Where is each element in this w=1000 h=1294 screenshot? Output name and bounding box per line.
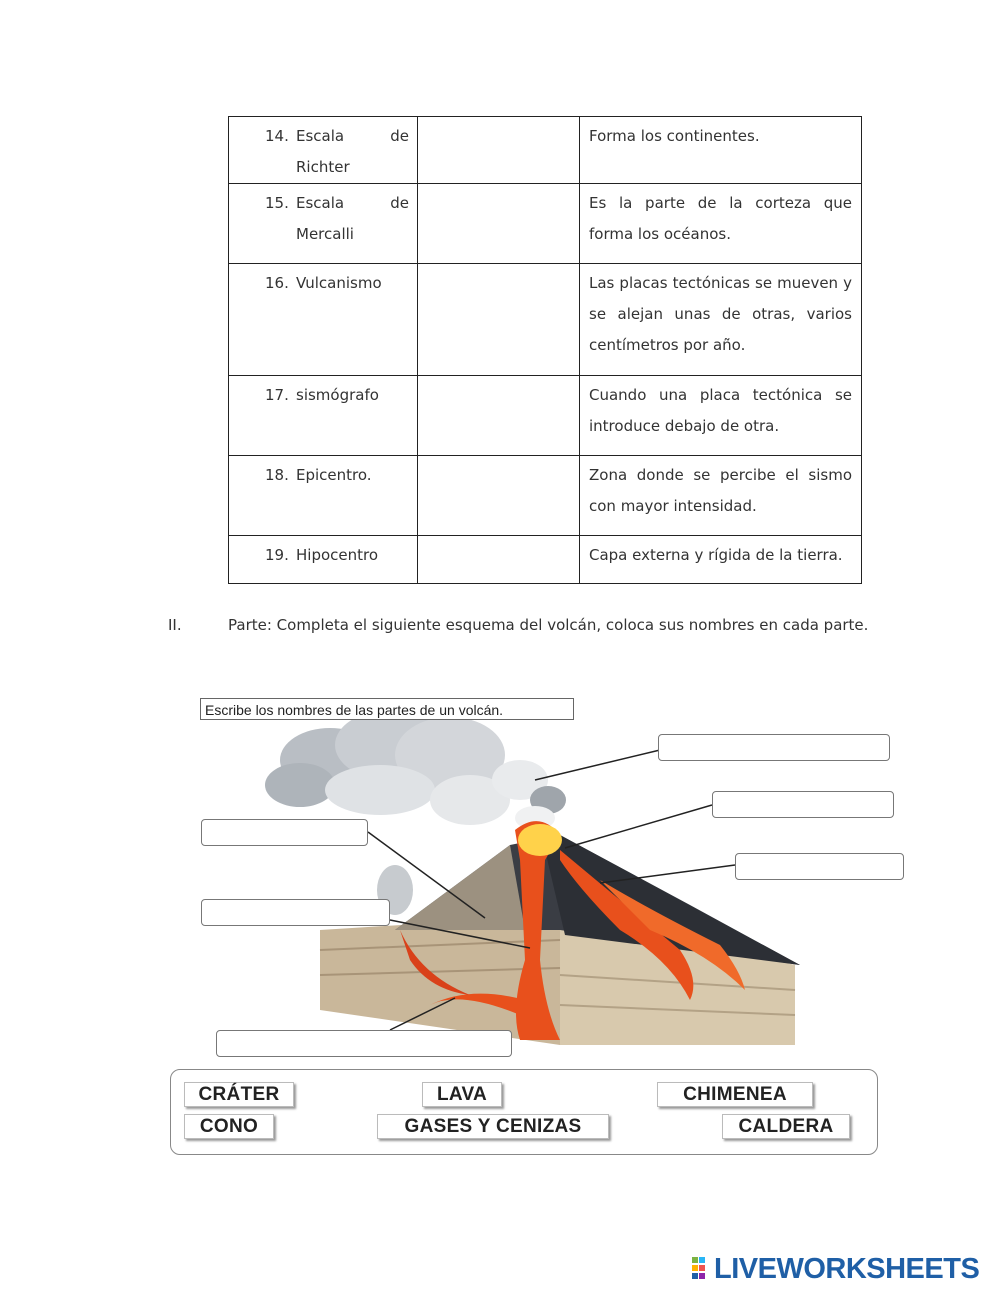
row-number: 19.: [265, 546, 289, 564]
diagram-title: Escribe los nombres de las partes de un volcán.: [200, 698, 574, 720]
answer-box-caldera[interactable]: [216, 1030, 512, 1057]
term-text: Hipocentro: [296, 546, 379, 564]
definition-text: Es la parte de la corteza que forma los océanos.: [589, 194, 852, 243]
definition-text: Zona donde se percibe el sismo con mayor intensidad.: [589, 466, 852, 515]
term-text: Escala de: [296, 194, 409, 212]
definition-text: Las placas tectónicas se mueven y se alejan unas de otras, varios centímetros por año.: [589, 274, 852, 354]
word-chip-caldera[interactable]: CALDERA: [722, 1114, 850, 1139]
answer-input-cell[interactable]: [418, 184, 580, 264]
term-cell: [229, 184, 418, 264]
row-number: 15.: [265, 194, 289, 212]
section-instruction-text: Parte: Completa el siguiente esquema del volcán, coloca sus nombres en cada parte.: [228, 616, 869, 634]
term-text: Escala de: [296, 127, 409, 145]
brand-name: LIVEWORKSHEETS: [714, 1252, 980, 1285]
definition-text: Forma los continentes.: [589, 127, 760, 145]
definition-cell: [580, 536, 862, 584]
row-number: 17.: [265, 386, 289, 404]
term-cell: [229, 536, 418, 584]
row-number: 18.: [265, 466, 289, 484]
row-number: 16.: [265, 274, 289, 292]
definition-text: Capa externa y rígida de la tierra.: [589, 546, 843, 564]
answer-input-cell[interactable]: [418, 536, 580, 584]
table-row: [229, 184, 862, 264]
table-row: [229, 376, 862, 456]
answer-input-cell[interactable]: [418, 376, 580, 456]
word-chip-crater[interactable]: CRÁTER: [184, 1082, 294, 1107]
answer-input-cell[interactable]: [418, 456, 580, 536]
term-text: sismógrafo: [296, 386, 379, 404]
word-chip-lava[interactable]: LAVA: [422, 1082, 502, 1107]
table-row: [229, 264, 862, 376]
answer-input-cell[interactable]: [418, 264, 580, 376]
table-row: [229, 117, 862, 184]
table-row: [229, 536, 862, 584]
liveworksheets-brand: [692, 1252, 979, 1286]
liveworksheets-logo-icon: [692, 1256, 712, 1282]
answer-box-cone[interactable]: [201, 819, 368, 846]
word-chip-cono[interactable]: CONO: [184, 1114, 274, 1139]
definition-text: Cuando una placa tectónica se introduce debajo de otra.: [589, 386, 852, 435]
word-chip-gases-cenizas[interactable]: GASES Y CENIZAS: [377, 1114, 609, 1139]
term-text: Epicentro.: [296, 466, 372, 484]
term-text-line2: Richter: [296, 158, 350, 176]
table-row: [229, 456, 862, 536]
section-number: II.: [168, 616, 182, 634]
answer-box-lava[interactable]: [735, 853, 904, 880]
answer-box-gases[interactable]: [658, 734, 890, 761]
term-cell: [229, 117, 418, 184]
row-number: 14.: [265, 127, 289, 145]
term-cell: [229, 456, 418, 536]
term-text: Vulcanismo: [296, 274, 382, 292]
definition-cell: [580, 376, 862, 456]
definition-cell: [580, 184, 862, 264]
term-cell: [229, 264, 418, 376]
answer-box-chimney[interactable]: [201, 899, 390, 926]
answer-box-crater[interactable]: [712, 791, 894, 818]
term-cell: [229, 376, 418, 456]
word-chip-chimenea[interactable]: CHIMENEA: [657, 1082, 813, 1107]
definition-cell: [580, 117, 862, 184]
definition-cell: [580, 264, 862, 376]
answer-input-cell[interactable]: [418, 117, 580, 184]
matching-table: [228, 116, 862, 584]
term-text-line2: Mercalli: [296, 225, 354, 243]
definition-cell: [580, 456, 862, 536]
